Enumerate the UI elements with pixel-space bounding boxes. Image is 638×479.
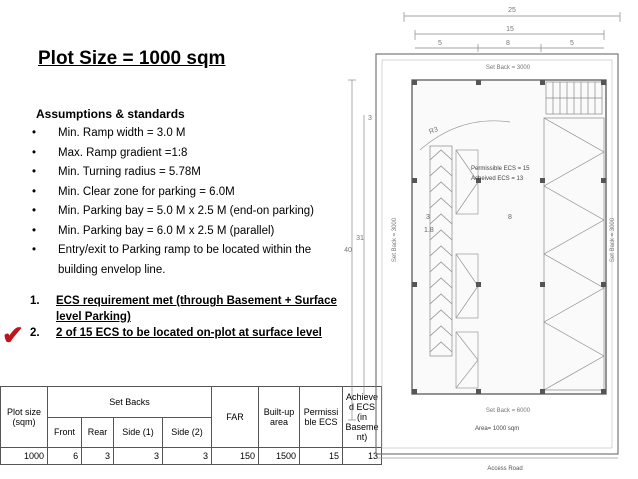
header-side1: Side (1) bbox=[114, 417, 163, 448]
inner-dim-label: 3 bbox=[426, 214, 430, 221]
dim-segment: 5 bbox=[438, 40, 442, 47]
requirements-list bbox=[30, 293, 340, 341]
cell-front: 6 bbox=[48, 448, 82, 465]
dim-segment: 8 bbox=[506, 40, 510, 47]
cell-far: 150 bbox=[212, 448, 259, 465]
cell-side2: 3 bbox=[162, 448, 211, 465]
plot-data-table bbox=[0, 386, 382, 465]
permissible-ecs-label: Permissible ECS = 15 bbox=[471, 166, 530, 172]
header-achieved: Achieve d ECS (in Baseme nt) bbox=[343, 387, 382, 448]
header-permissible: Permissi ble ECS bbox=[300, 387, 343, 448]
assumption-item: • Min. Ramp width = 3.0 M bbox=[30, 124, 340, 144]
assumption-item: • Max. Ramp gradient =1:8 bbox=[30, 144, 340, 164]
header-rear: Rear bbox=[82, 417, 114, 448]
check-mark-icon: ✔ bbox=[2, 320, 24, 350]
setback-top-label: Set Back = 3000 bbox=[485, 65, 531, 71]
requirement-number: 2. bbox=[30, 327, 40, 339]
site-plan-drawing bbox=[340, 0, 638, 479]
radius-label: R3 bbox=[428, 126, 440, 136]
setback-right-label: Set Back = 3000 bbox=[610, 217, 616, 263]
inner-dim-label: 8 bbox=[508, 214, 512, 221]
cell-plot-size: 1000 bbox=[1, 448, 48, 465]
dim-left-inner: 31 bbox=[356, 235, 364, 242]
area-label: Area= 1000 sqm bbox=[475, 426, 520, 432]
header-set-backs: Set Backs bbox=[48, 387, 212, 418]
requirement-item bbox=[30, 293, 340, 325]
cell-rear: 3 bbox=[82, 448, 114, 465]
assumption-item: • Min. Parking bay = 5.0 M x 2.5 M (end-on parking) bbox=[30, 202, 340, 222]
requirement-number: 1. bbox=[30, 295, 40, 307]
assumption-item: • Min. Turning radius = 5.78M bbox=[30, 163, 340, 183]
header-far: FAR bbox=[212, 387, 259, 448]
dim-segment: 5 bbox=[570, 40, 574, 47]
dim-left-top: 3 bbox=[368, 115, 372, 122]
assumption-item: • Min. Clear zone for parking = 6.0M bbox=[30, 183, 340, 203]
assumption-item: • Min. Parking bay = 6.0 M x 2.5 M (parallel) bbox=[30, 222, 340, 242]
cell-builtup: 1500 bbox=[259, 448, 300, 465]
achieved-ecs-label: Acheived ECS = 13 bbox=[471, 176, 524, 182]
page-title: Plot Size = 1000 sqm bbox=[38, 48, 226, 69]
dim-left-total: 40 bbox=[344, 247, 352, 254]
inner-dim-label: 1.8 bbox=[424, 227, 434, 234]
assumptions-list bbox=[30, 124, 340, 280]
dim-top-total: 25 bbox=[508, 7, 516, 14]
header-front: Front bbox=[48, 417, 82, 448]
cell-side1: 3 bbox=[114, 448, 163, 465]
assumptions-heading: Assumptions & standards bbox=[36, 107, 185, 121]
table-row bbox=[1, 448, 382, 465]
access-road-label: Access Road bbox=[487, 466, 523, 472]
cell-achieved: 13 bbox=[343, 448, 382, 465]
requirement-text: ECS requirement met (through Basement + Surface level Parking) bbox=[56, 295, 337, 323]
cell-permissible: 15 bbox=[300, 448, 343, 465]
setback-left-label: Set Back = 3000 bbox=[392, 217, 398, 263]
header-builtup: Built-up area bbox=[259, 387, 300, 448]
header-plot-size: Plot size (sqm) bbox=[1, 387, 48, 448]
requirement-text: 2 of 15 ECS to be located on-plot at surface level bbox=[56, 327, 322, 339]
assumption-item: • Entry/exit to Parking ramp to be located within the building envelop line. bbox=[30, 241, 340, 280]
dim-top-inner: 15 bbox=[506, 26, 514, 33]
building-envelope bbox=[412, 80, 606, 394]
header-side2: Side (2) bbox=[162, 417, 211, 448]
setback-bottom-label: Set Back = 6000 bbox=[485, 408, 531, 414]
requirement-item bbox=[30, 325, 340, 341]
